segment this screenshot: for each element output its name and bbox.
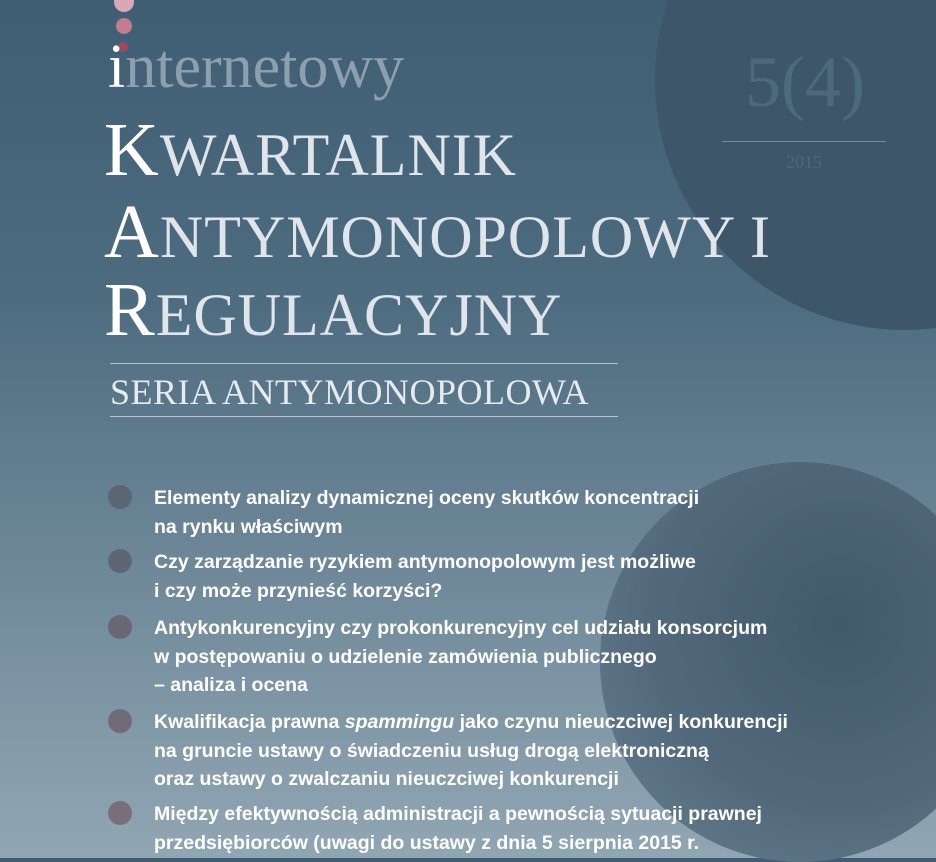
title-line-kwartalnik bbox=[104, 108, 518, 192]
toc-item-line: w postępowaniu o udzielenie zamówienia publicznego bbox=[154, 645, 657, 668]
issue-year: 2015 bbox=[786, 152, 822, 172]
title-line-regulacyjny bbox=[104, 268, 563, 352]
toc-item-line: przedsiębiorców (uwagi do ustawy z dnia 5 sierpnia 2015 r. bbox=[154, 831, 700, 854]
series-divider-top bbox=[110, 363, 618, 364]
bullet-dot bbox=[108, 801, 132, 825]
title-rest-1: WARTALNIK bbox=[159, 122, 518, 188]
title-initial-a: A bbox=[104, 190, 160, 274]
logo-dot-light bbox=[114, 0, 134, 12]
toc-item-line: na gruncie ustawy o świadczeniu usług drogą elektroniczną bbox=[154, 739, 709, 762]
logo-dot-mid bbox=[116, 18, 132, 34]
issue-divider bbox=[722, 141, 886, 142]
issue-number: 5(4) bbox=[745, 42, 865, 122]
toc-item-line: na rynku właściwym bbox=[154, 515, 343, 538]
toc-item-title bbox=[154, 484, 914, 541]
series-title: SERIA ANTYMONOPOLOWA bbox=[110, 372, 590, 412]
bullet-dot bbox=[108, 549, 132, 573]
title-line-antymonopolowy bbox=[104, 190, 771, 274]
toc-item-title bbox=[154, 548, 914, 605]
toc-item-line bbox=[154, 708, 914, 737]
toc-item-line: oraz ustawy o zwalczaniu nieuczciwej konkurencji bbox=[154, 768, 619, 790]
toc-item-title bbox=[154, 800, 914, 857]
title-rest-3: EGULACYJNY bbox=[155, 282, 563, 348]
toc-item-line: Między efektywnością administracji a pewnością sytuacji prawnej bbox=[154, 803, 762, 825]
bullet-dot bbox=[108, 485, 132, 509]
title-initial-r: R bbox=[104, 268, 156, 352]
brand-initial: i bbox=[108, 33, 126, 101]
toc-item-line: Elementy analizy dynamicznej oceny skutków koncentracji bbox=[154, 487, 700, 509]
toc-line-text: Kwalifikacja prawna bbox=[154, 711, 345, 733]
title-initial-k: K bbox=[104, 108, 160, 192]
series-divider-bottom bbox=[110, 416, 618, 417]
toc-item-line: Czy zarządzanie ryzykiem antymonopolowym jest możliwe bbox=[154, 551, 696, 573]
toc-item-title bbox=[154, 708, 914, 794]
toc-item-line: Antykonkurencyjny czy prokonkurencyjny cel udziału konsorcjum bbox=[154, 617, 768, 639]
bullet-dot bbox=[108, 615, 132, 639]
toc-line-text: jako czynu nieuczciwej konkurencji bbox=[454, 711, 788, 733]
brand-rest: nternetowy bbox=[125, 33, 405, 101]
toc-item-line: – analiza i ocena bbox=[154, 674, 308, 696]
title-rest-2: NTYMONOPOLOWY I bbox=[159, 204, 771, 270]
toc-item-title bbox=[154, 614, 914, 700]
toc-item-line: i czy może przynieść korzyści? bbox=[154, 579, 443, 602]
brand-internetowy bbox=[108, 33, 405, 101]
bullet-dot bbox=[108, 709, 132, 733]
toc-line-emphasis: spammingu bbox=[344, 711, 455, 733]
